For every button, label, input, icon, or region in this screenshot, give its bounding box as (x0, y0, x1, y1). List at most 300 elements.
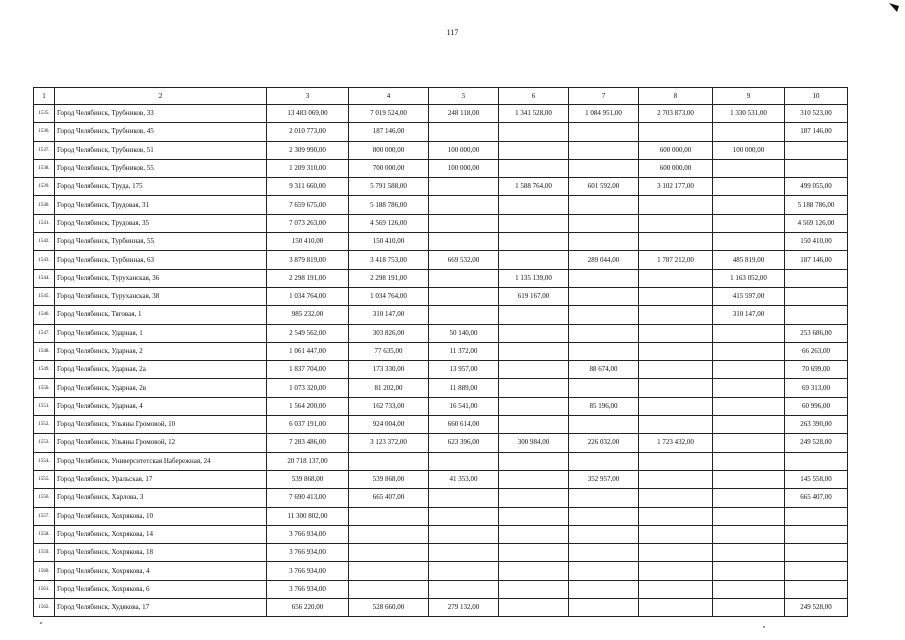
address-cell: Город Челябинск, Хохрякова, 4 (55, 562, 267, 580)
amount-cell-col-4 (349, 562, 429, 580)
amount-cell-col-5: 248 118,00 (429, 105, 499, 123)
amount-cell-col-7 (569, 525, 639, 543)
amount-cell-col-4: 81 202,00 (349, 379, 429, 397)
address-cell: Город Челябинск, Хохрякова, 6 (55, 580, 267, 598)
column-header-9: 9 (713, 88, 785, 105)
amount-cell-col-4 (349, 544, 429, 562)
amount-cell-col-5 (429, 452, 499, 470)
table-row (34, 525, 848, 543)
amount-cell-col-8 (639, 379, 713, 397)
amount-cell-col-7 (569, 306, 639, 324)
address-cell: Город Челябинск, Ударная, 2а (55, 361, 267, 379)
amount-cell-col-10: 253 686,00 (785, 324, 848, 342)
amount-cell-col-7 (569, 141, 639, 159)
amount-cell-col-6 (499, 379, 569, 397)
address-cell: Город Челябинск, Университетская Набережная, 24 (55, 452, 267, 470)
amount-cell-col-3: 1 564 200,00 (267, 397, 349, 415)
table-row (34, 470, 848, 488)
address-cell: Город Челябинск, Туруханская, 36 (55, 269, 267, 287)
amount-cell-col-3: 11 300 802,00 (267, 507, 349, 525)
amount-cell-col-5: 11 372,00 (429, 342, 499, 360)
amount-cell-col-4: 4 569 126,00 (349, 214, 429, 232)
amount-cell-col-4: 924 004,00 (349, 416, 429, 434)
amount-cell-col-3: 985 232,00 (267, 306, 349, 324)
amount-cell-col-8 (639, 562, 713, 580)
amount-cell-col-6 (499, 324, 569, 342)
row-number: 1543. (34, 251, 55, 269)
amount-cell-col-6 (499, 507, 569, 525)
table-body (34, 105, 848, 617)
amount-cell-col-9 (713, 507, 785, 525)
amount-cell-col-9 (713, 196, 785, 214)
table-row (34, 269, 848, 287)
table-row (34, 379, 848, 397)
amount-cell-col-10: 70 699,00 (785, 361, 848, 379)
amount-cell-col-9 (713, 562, 785, 580)
amount-cell-col-10 (785, 141, 848, 159)
amount-cell-col-5: 100 000,00 (429, 159, 499, 177)
address-cell: Город Челябинск, Туруханская, 38 (55, 287, 267, 305)
row-number: 1552. (34, 416, 55, 434)
column-header-3: 3 (267, 88, 349, 105)
table-row (34, 141, 848, 159)
amount-cell-col-3: 1 073 320,00 (267, 379, 349, 397)
amount-cell-col-8 (639, 470, 713, 488)
row-number: 1545. (34, 287, 55, 305)
amount-cell-col-7 (569, 233, 639, 251)
address-cell: Город Челябинск, Харлова, 3 (55, 489, 267, 507)
amount-cell-col-5: 100 000,00 (429, 141, 499, 159)
amount-cell-col-10: 249 528,00 (785, 599, 848, 617)
amount-cell-col-8 (639, 507, 713, 525)
table-row (34, 324, 848, 342)
amount-cell-col-9 (713, 525, 785, 543)
amount-cell-col-4: 800 000,00 (349, 141, 429, 159)
amount-cell-col-6 (499, 251, 569, 269)
table-row (34, 214, 848, 232)
amount-cell-col-5 (429, 233, 499, 251)
address-cell: Город Челябинск, Трубников, 45 (55, 123, 267, 141)
amount-cell-col-6 (499, 233, 569, 251)
amount-cell-col-9: 415 597,00 (713, 287, 785, 305)
amount-cell-col-4 (349, 525, 429, 543)
address-cell: Город Челябинск, Хохрякова, 10 (55, 507, 267, 525)
amount-cell-col-5 (429, 196, 499, 214)
amount-cell-col-7 (569, 196, 639, 214)
amount-cell-col-7 (569, 580, 639, 598)
amount-cell-col-6 (499, 123, 569, 141)
amount-cell-col-6: 1 135 139,00 (499, 269, 569, 287)
amount-cell-col-10: 69 313,00 (785, 379, 848, 397)
amount-cell-col-6 (499, 214, 569, 232)
table-header (34, 88, 848, 105)
amount-cell-col-3: 20 718 137,00 (267, 452, 349, 470)
amount-cell-col-10: 187 146,00 (785, 123, 848, 141)
amount-cell-col-10: 665 407,00 (785, 489, 848, 507)
amount-cell-col-6 (499, 544, 569, 562)
table-row (34, 287, 848, 305)
table-row (34, 489, 848, 507)
amount-cell-col-8 (639, 196, 713, 214)
amount-cell-col-8 (639, 214, 713, 232)
amount-cell-col-10 (785, 525, 848, 543)
amount-cell-col-4: 700 000,00 (349, 159, 429, 177)
amount-cell-col-6: 1 341 528,00 (499, 105, 569, 123)
amount-cell-col-8 (639, 489, 713, 507)
amount-cell-col-8: 2 703 873,00 (639, 105, 713, 123)
amount-cell-col-7 (569, 507, 639, 525)
row-number: 1535. (34, 105, 55, 123)
amount-cell-col-4: 187 146,00 (349, 123, 429, 141)
row-number: 1546. (34, 306, 55, 324)
column-header-8: 8 (639, 88, 713, 105)
amount-cell-col-6 (499, 470, 569, 488)
amount-cell-col-9 (713, 599, 785, 617)
amount-cell-col-8: 1 723 432,00 (639, 434, 713, 452)
amount-cell-col-4: 7 019 524,00 (349, 105, 429, 123)
amount-cell-col-9 (713, 397, 785, 415)
amount-cell-col-6 (499, 361, 569, 379)
amount-cell-col-10: 5 188 786,00 (785, 196, 848, 214)
amount-cell-col-4: 173 330,00 (349, 361, 429, 379)
amount-cell-col-3: 13 483 069,00 (267, 105, 349, 123)
amount-cell-col-7 (569, 416, 639, 434)
table-row (34, 544, 848, 562)
column-header-2: 2 (55, 88, 267, 105)
amount-cell-col-6 (499, 452, 569, 470)
table-row (34, 599, 848, 617)
amount-cell-col-6 (499, 141, 569, 159)
address-cell: Город Челябинск, Турбинная, 55 (55, 233, 267, 251)
column-header-4: 4 (349, 88, 429, 105)
amount-cell-col-10 (785, 507, 848, 525)
amount-cell-col-3: 2 010 773,00 (267, 123, 349, 141)
amount-cell-col-5 (429, 507, 499, 525)
amount-cell-col-5: 669 532,00 (429, 251, 499, 269)
table-row (34, 178, 848, 196)
address-cell: Город Челябинск, Тяговая, 1 (55, 306, 267, 324)
amount-cell-col-3: 7 690 413,00 (267, 489, 349, 507)
amount-cell-col-3: 1 061 447,00 (267, 342, 349, 360)
amount-cell-col-5: 660 614,00 (429, 416, 499, 434)
amount-cell-col-9 (713, 434, 785, 452)
amount-cell-col-7: 88 674,00 (569, 361, 639, 379)
amount-cell-col-8: 600 000,00 (639, 159, 713, 177)
scan-speck (40, 622, 42, 624)
amount-cell-col-5: 11 889,00 (429, 379, 499, 397)
amount-cell-col-8 (639, 324, 713, 342)
amount-cell-col-5 (429, 214, 499, 232)
amount-cell-col-3: 3 766 934,00 (267, 525, 349, 543)
row-number: 1536. (34, 123, 55, 141)
table-row (34, 562, 848, 580)
amount-cell-col-5 (429, 123, 499, 141)
row-number: 1557. (34, 507, 55, 525)
amount-cell-col-8 (639, 525, 713, 543)
amount-cell-col-10: 187 146,00 (785, 251, 848, 269)
amount-cell-col-8 (639, 580, 713, 598)
amount-cell-col-9: 100 000,00 (713, 141, 785, 159)
amount-cell-col-4: 528 660,00 (349, 599, 429, 617)
amount-cell-col-6: 619 167,00 (499, 287, 569, 305)
amount-cell-col-6 (499, 525, 569, 543)
address-cell: Город Челябинск, Ударная, 1 (55, 324, 267, 342)
row-number: 1555. (34, 470, 55, 488)
amount-cell-col-7: 1 084 951,00 (569, 105, 639, 123)
amount-cell-col-7 (569, 544, 639, 562)
amount-cell-col-4: 162 733,00 (349, 397, 429, 415)
row-number: 1561. (34, 580, 55, 598)
row-number: 1559. (34, 544, 55, 562)
amount-cell-col-7: 601 592,00 (569, 178, 639, 196)
amount-cell-col-6 (499, 562, 569, 580)
amount-cell-col-3: 656 220,00 (267, 599, 349, 617)
address-cell: Город Челябинск, Худякова, 17 (55, 599, 267, 617)
address-cell: Город Челябинск, Ударная, 2в (55, 379, 267, 397)
amount-cell-col-3: 1 034 764,00 (267, 287, 349, 305)
amount-cell-col-3: 9 311 660,00 (267, 178, 349, 196)
amount-cell-col-4: 3 123 372,00 (349, 434, 429, 452)
amount-cell-col-3: 2 298 191,00 (267, 269, 349, 287)
amount-cell-col-6 (499, 306, 569, 324)
amount-cell-col-9 (713, 361, 785, 379)
amount-cell-col-8 (639, 416, 713, 434)
amount-cell-col-7 (569, 123, 639, 141)
address-cell: Город Челябинск, Турбинная, 63 (55, 251, 267, 269)
amount-cell-col-9: 1 163 052,00 (713, 269, 785, 287)
amount-cell-col-5 (429, 269, 499, 287)
address-cell: Город Челябинск, Трубников, 33 (55, 105, 267, 123)
amount-cell-col-3: 3 766 934,00 (267, 580, 349, 598)
amount-cell-col-10: 263 390,00 (785, 416, 848, 434)
row-number: 1556. (34, 489, 55, 507)
amount-cell-col-7: 352 957,00 (569, 470, 639, 488)
amount-cell-col-3: 1 209 310,00 (267, 159, 349, 177)
table-row (34, 251, 848, 269)
amount-cell-col-4 (349, 452, 429, 470)
amount-cell-col-10 (785, 269, 848, 287)
amount-cell-col-8 (639, 599, 713, 617)
amount-cell-col-5 (429, 306, 499, 324)
amount-cell-col-5 (429, 489, 499, 507)
address-cell: Город Челябинск, Ульяны Громовой, 12 (55, 434, 267, 452)
amount-cell-col-5: 41 353,00 (429, 470, 499, 488)
amount-cell-col-8: 3 102 177,00 (639, 178, 713, 196)
amount-cell-col-7 (569, 269, 639, 287)
amount-cell-col-3: 2 309 990,00 (267, 141, 349, 159)
row-number: 1542. (34, 233, 55, 251)
column-header-10: 10 (785, 88, 848, 105)
row-number: 1541. (34, 214, 55, 232)
row-number: 1558. (34, 525, 55, 543)
amount-cell-col-4: 77 635,00 (349, 342, 429, 360)
amount-cell-col-4: 5 188 786,00 (349, 196, 429, 214)
amount-cell-col-9: 1 330 531,00 (713, 105, 785, 123)
amount-cell-col-6 (499, 196, 569, 214)
amount-cell-col-4 (349, 507, 429, 525)
row-number: 1549. (34, 361, 55, 379)
amount-cell-col-10 (785, 580, 848, 598)
amount-cell-col-3: 150 410,00 (267, 233, 349, 251)
amount-cell-col-9 (713, 214, 785, 232)
amount-cell-col-10 (785, 287, 848, 305)
column-header-6: 6 (499, 88, 569, 105)
amount-cell-col-7 (569, 342, 639, 360)
amount-cell-col-8: 1 787 212,00 (639, 251, 713, 269)
amount-cell-col-4: 303 826,00 (349, 324, 429, 342)
amount-cell-col-8: 600 000,00 (639, 141, 713, 159)
amount-cell-col-8 (639, 287, 713, 305)
table-row (34, 342, 848, 360)
row-number: 1537. (34, 141, 55, 159)
amount-cell-col-3: 3 766 934,00 (267, 562, 349, 580)
amount-cell-col-6 (499, 342, 569, 360)
amount-cell-col-9: 310 147,00 (713, 306, 785, 324)
address-cell: Город Челябинск, Трубников, 55 (55, 159, 267, 177)
amount-cell-col-8 (639, 233, 713, 251)
row-number: 1540. (34, 196, 55, 214)
amount-cell-col-4: 310 147,00 (349, 306, 429, 324)
amount-cell-col-7 (569, 324, 639, 342)
amount-cell-col-9 (713, 544, 785, 562)
row-number: 1548. (34, 342, 55, 360)
table-row (34, 452, 848, 470)
amount-cell-col-8 (639, 544, 713, 562)
row-number: 1560. (34, 562, 55, 580)
table-row (34, 196, 848, 214)
address-cell: Город Челябинск, Уральская, 17 (55, 470, 267, 488)
amount-cell-col-10: 60 996,00 (785, 397, 848, 415)
amount-cell-col-4 (349, 580, 429, 598)
address-cell: Город Челябинск, Ульяны Громовой, 10 (55, 416, 267, 434)
amount-cell-col-7 (569, 489, 639, 507)
amount-cell-col-9 (713, 470, 785, 488)
scan-speck (763, 626, 765, 628)
row-number: 1550. (34, 379, 55, 397)
amount-cell-col-7 (569, 452, 639, 470)
amount-cell-col-10: 249 528,00 (785, 434, 848, 452)
table-row (34, 105, 848, 123)
amount-cell-col-9 (713, 159, 785, 177)
amount-cell-col-4: 150 410,00 (349, 233, 429, 251)
amount-cell-col-10: 150 410,00 (785, 233, 848, 251)
address-cell: Город Челябинск, Трудовая, 31 (55, 196, 267, 214)
amount-cell-col-9 (713, 324, 785, 342)
amount-cell-col-4: 2 298 191,00 (349, 269, 429, 287)
amount-cell-col-9 (713, 416, 785, 434)
row-number: 1547. (34, 324, 55, 342)
amount-cell-col-8 (639, 269, 713, 287)
amount-cell-col-3: 7 073 263,00 (267, 214, 349, 232)
amount-cell-col-4: 5 791 588,00 (349, 178, 429, 196)
amount-cell-col-6: 1 588 764,00 (499, 178, 569, 196)
amount-cell-col-10: 145 558,00 (785, 470, 848, 488)
amount-cell-col-3: 3 766 934,00 (267, 544, 349, 562)
page-number: 117 (446, 28, 459, 37)
amount-cell-col-9 (713, 489, 785, 507)
amount-cell-col-10: 499 055,00 (785, 178, 848, 196)
address-cell: Город Челябинск, Хохрякова, 18 (55, 544, 267, 562)
address-cell: Город Челябинск, Ударная, 4 (55, 397, 267, 415)
row-number: 1538. (34, 159, 55, 177)
amount-cell-col-5: 279 132,00 (429, 599, 499, 617)
amount-cell-col-10: 66 263,00 (785, 342, 848, 360)
row-number: 1544. (34, 269, 55, 287)
amount-cell-col-5 (429, 580, 499, 598)
row-number: 1539. (34, 178, 55, 196)
amount-cell-col-5: 16 541,00 (429, 397, 499, 415)
amount-cell-col-10 (785, 452, 848, 470)
amount-cell-col-4: 539 868,00 (349, 470, 429, 488)
amount-cell-col-10 (785, 159, 848, 177)
amount-cell-col-5 (429, 525, 499, 543)
amount-cell-col-3: 7 283 486,00 (267, 434, 349, 452)
amount-cell-col-9 (713, 123, 785, 141)
column-header-7: 7 (569, 88, 639, 105)
amount-cell-col-6 (499, 159, 569, 177)
table-row (34, 306, 848, 324)
column-header-5: 5 (429, 88, 499, 105)
amount-cell-col-6 (499, 580, 569, 598)
amount-cell-col-7: 226 032,00 (569, 434, 639, 452)
row-number: 1554. (34, 452, 55, 470)
address-cell: Город Челябинск, Трудовая, 35 (55, 214, 267, 232)
amount-cell-col-10 (785, 306, 848, 324)
amount-cell-col-4: 3 418 753,00 (349, 251, 429, 269)
amount-cell-col-9 (713, 233, 785, 251)
table-row (34, 434, 848, 452)
amount-cell-col-3: 539 868,00 (267, 470, 349, 488)
amount-cell-col-3: 1 837 704,00 (267, 361, 349, 379)
amount-cell-col-5 (429, 562, 499, 580)
amount-cell-col-3: 6 037 191,00 (267, 416, 349, 434)
amount-cell-col-6 (499, 489, 569, 507)
amount-cell-col-9 (713, 178, 785, 196)
header-row (34, 88, 848, 105)
amount-cell-col-9 (713, 342, 785, 360)
column-header-1: 1 (34, 88, 55, 105)
amount-cell-col-4: 1 034 764,00 (349, 287, 429, 305)
amount-cell-col-10: 4 569 126,00 (785, 214, 848, 232)
amount-cell-col-10 (785, 562, 848, 580)
table-row (34, 416, 848, 434)
amount-cell-col-6 (499, 416, 569, 434)
amount-cell-col-6: 300 984,00 (499, 434, 569, 452)
amount-cell-col-7: 85 196,00 (569, 397, 639, 415)
amount-cell-col-5 (429, 287, 499, 305)
row-number: 1551. (34, 397, 55, 415)
amount-cell-col-7 (569, 214, 639, 232)
amount-cell-col-10 (785, 544, 848, 562)
amount-cell-col-8 (639, 123, 713, 141)
amount-cell-col-5 (429, 544, 499, 562)
table-row (34, 159, 848, 177)
amount-cell-col-3: 3 879 819,00 (267, 251, 349, 269)
amount-cell-col-9 (713, 452, 785, 470)
amount-cell-col-7 (569, 599, 639, 617)
register-table (33, 87, 848, 617)
corner-mark-icon (889, 2, 899, 12)
amount-cell-col-8 (639, 306, 713, 324)
amount-cell-col-10: 310 523,00 (785, 105, 848, 123)
amount-cell-col-5 (429, 178, 499, 196)
address-cell: Город Челябинск, Труда, 175 (55, 178, 267, 196)
table-row (34, 507, 848, 525)
row-number: 1562. (34, 599, 55, 617)
amount-cell-col-4: 665 407,00 (349, 489, 429, 507)
amount-cell-col-8 (639, 452, 713, 470)
amount-cell-col-3: 2 549 562,00 (267, 324, 349, 342)
